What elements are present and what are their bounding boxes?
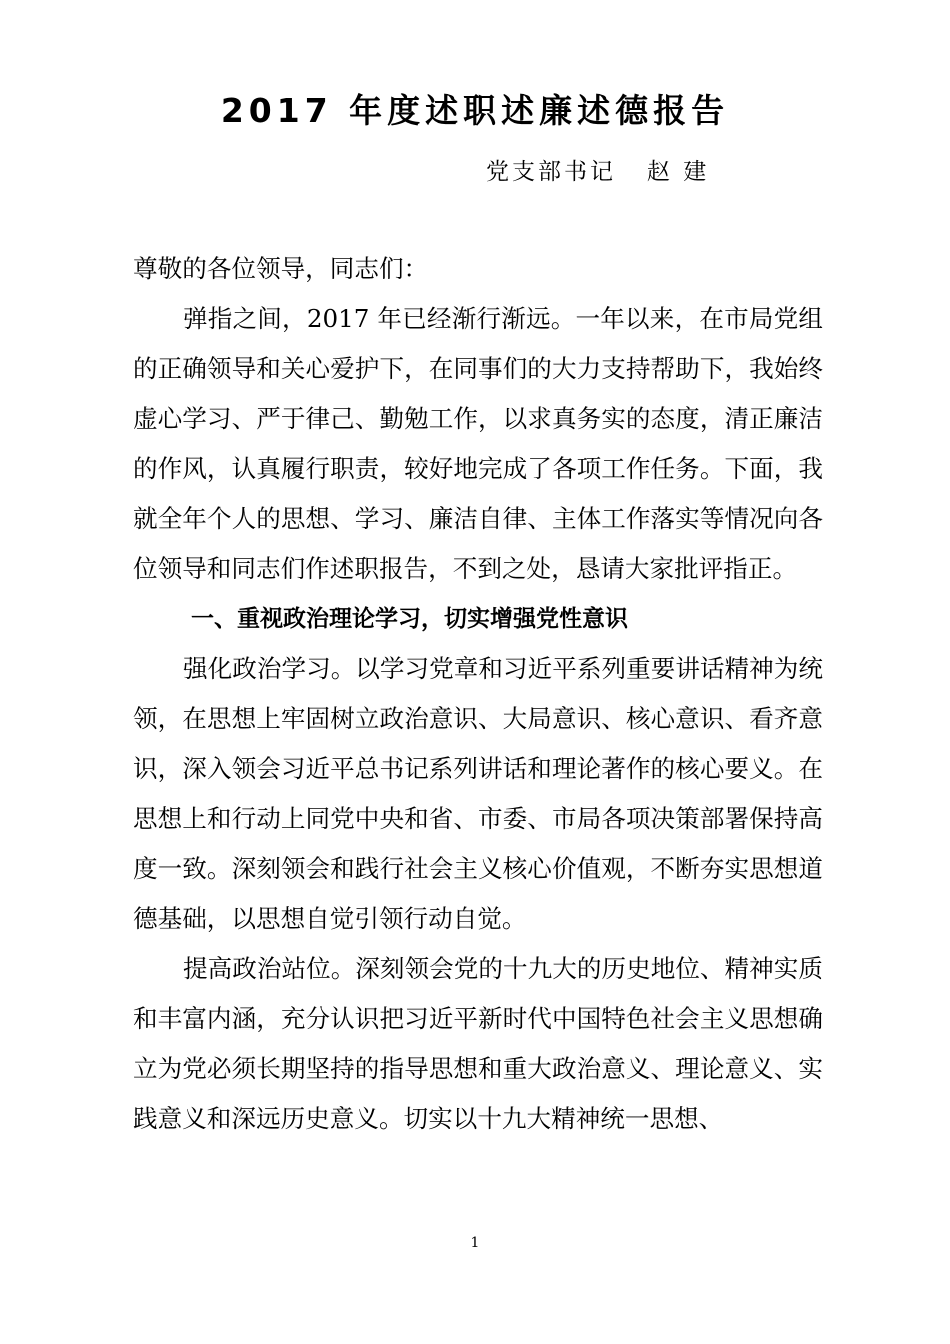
section-heading: 一、重视政治理论学习，切实增强党性意识 (191, 606, 628, 632)
greeting: 尊敬的各位领导，同志们： (133, 254, 429, 283)
document-title: 2017 年度述职述廉述德报告 (220, 91, 730, 130)
author-line: 党支部书记 赵 建 (486, 159, 710, 185)
page-number: 1 (470, 1235, 480, 1251)
section-paragraph: 强化政治学习。以学习党章和习近平系列重要讲话精神为统领，在思想上牢固树立政治意识、大局意识、核心意识、看齐意识，深入领会习近平总书记系列讲话和理论著作的核心要义。在思想上和行动上同党中央和省、市委、市局各项决策部署保持高度一致。深刻领会和践行社会主义核心价值观，不断夯实思想道德基础，以思想自觉引领行动自觉。 (133, 654, 823, 933)
document-body (133, 244, 823, 1144)
intro-paragraph: 弹指之间，2017 年已经渐行渐远。一年以来，在市局党组的正确领导和关心爱护下，在同事们的大力支持帮助下，我始终虚心学习、严于律己、勤勉工作，以求真务实的态度，清正廉洁的作风，认真履行职责，较好地完成了各项工作任务。下面，我就全年个人的思想、学习、廉洁自律、主体工作落实等情况向各位领导和同志们作述职报告，不到之处，恳请大家批评指正。 (133, 304, 823, 583)
section-paragraph: 提高政治站位。深刻领会党的十九大的历史地位、精神实质和丰富内涵，充分认识把习近平新时代中国特色社会主义思想确立为党必须长期坚持的指导思想和重大政治意义、理论意义、实践意义和深远历史意义。切实以十九大精神统一思想、 (133, 954, 823, 1133)
